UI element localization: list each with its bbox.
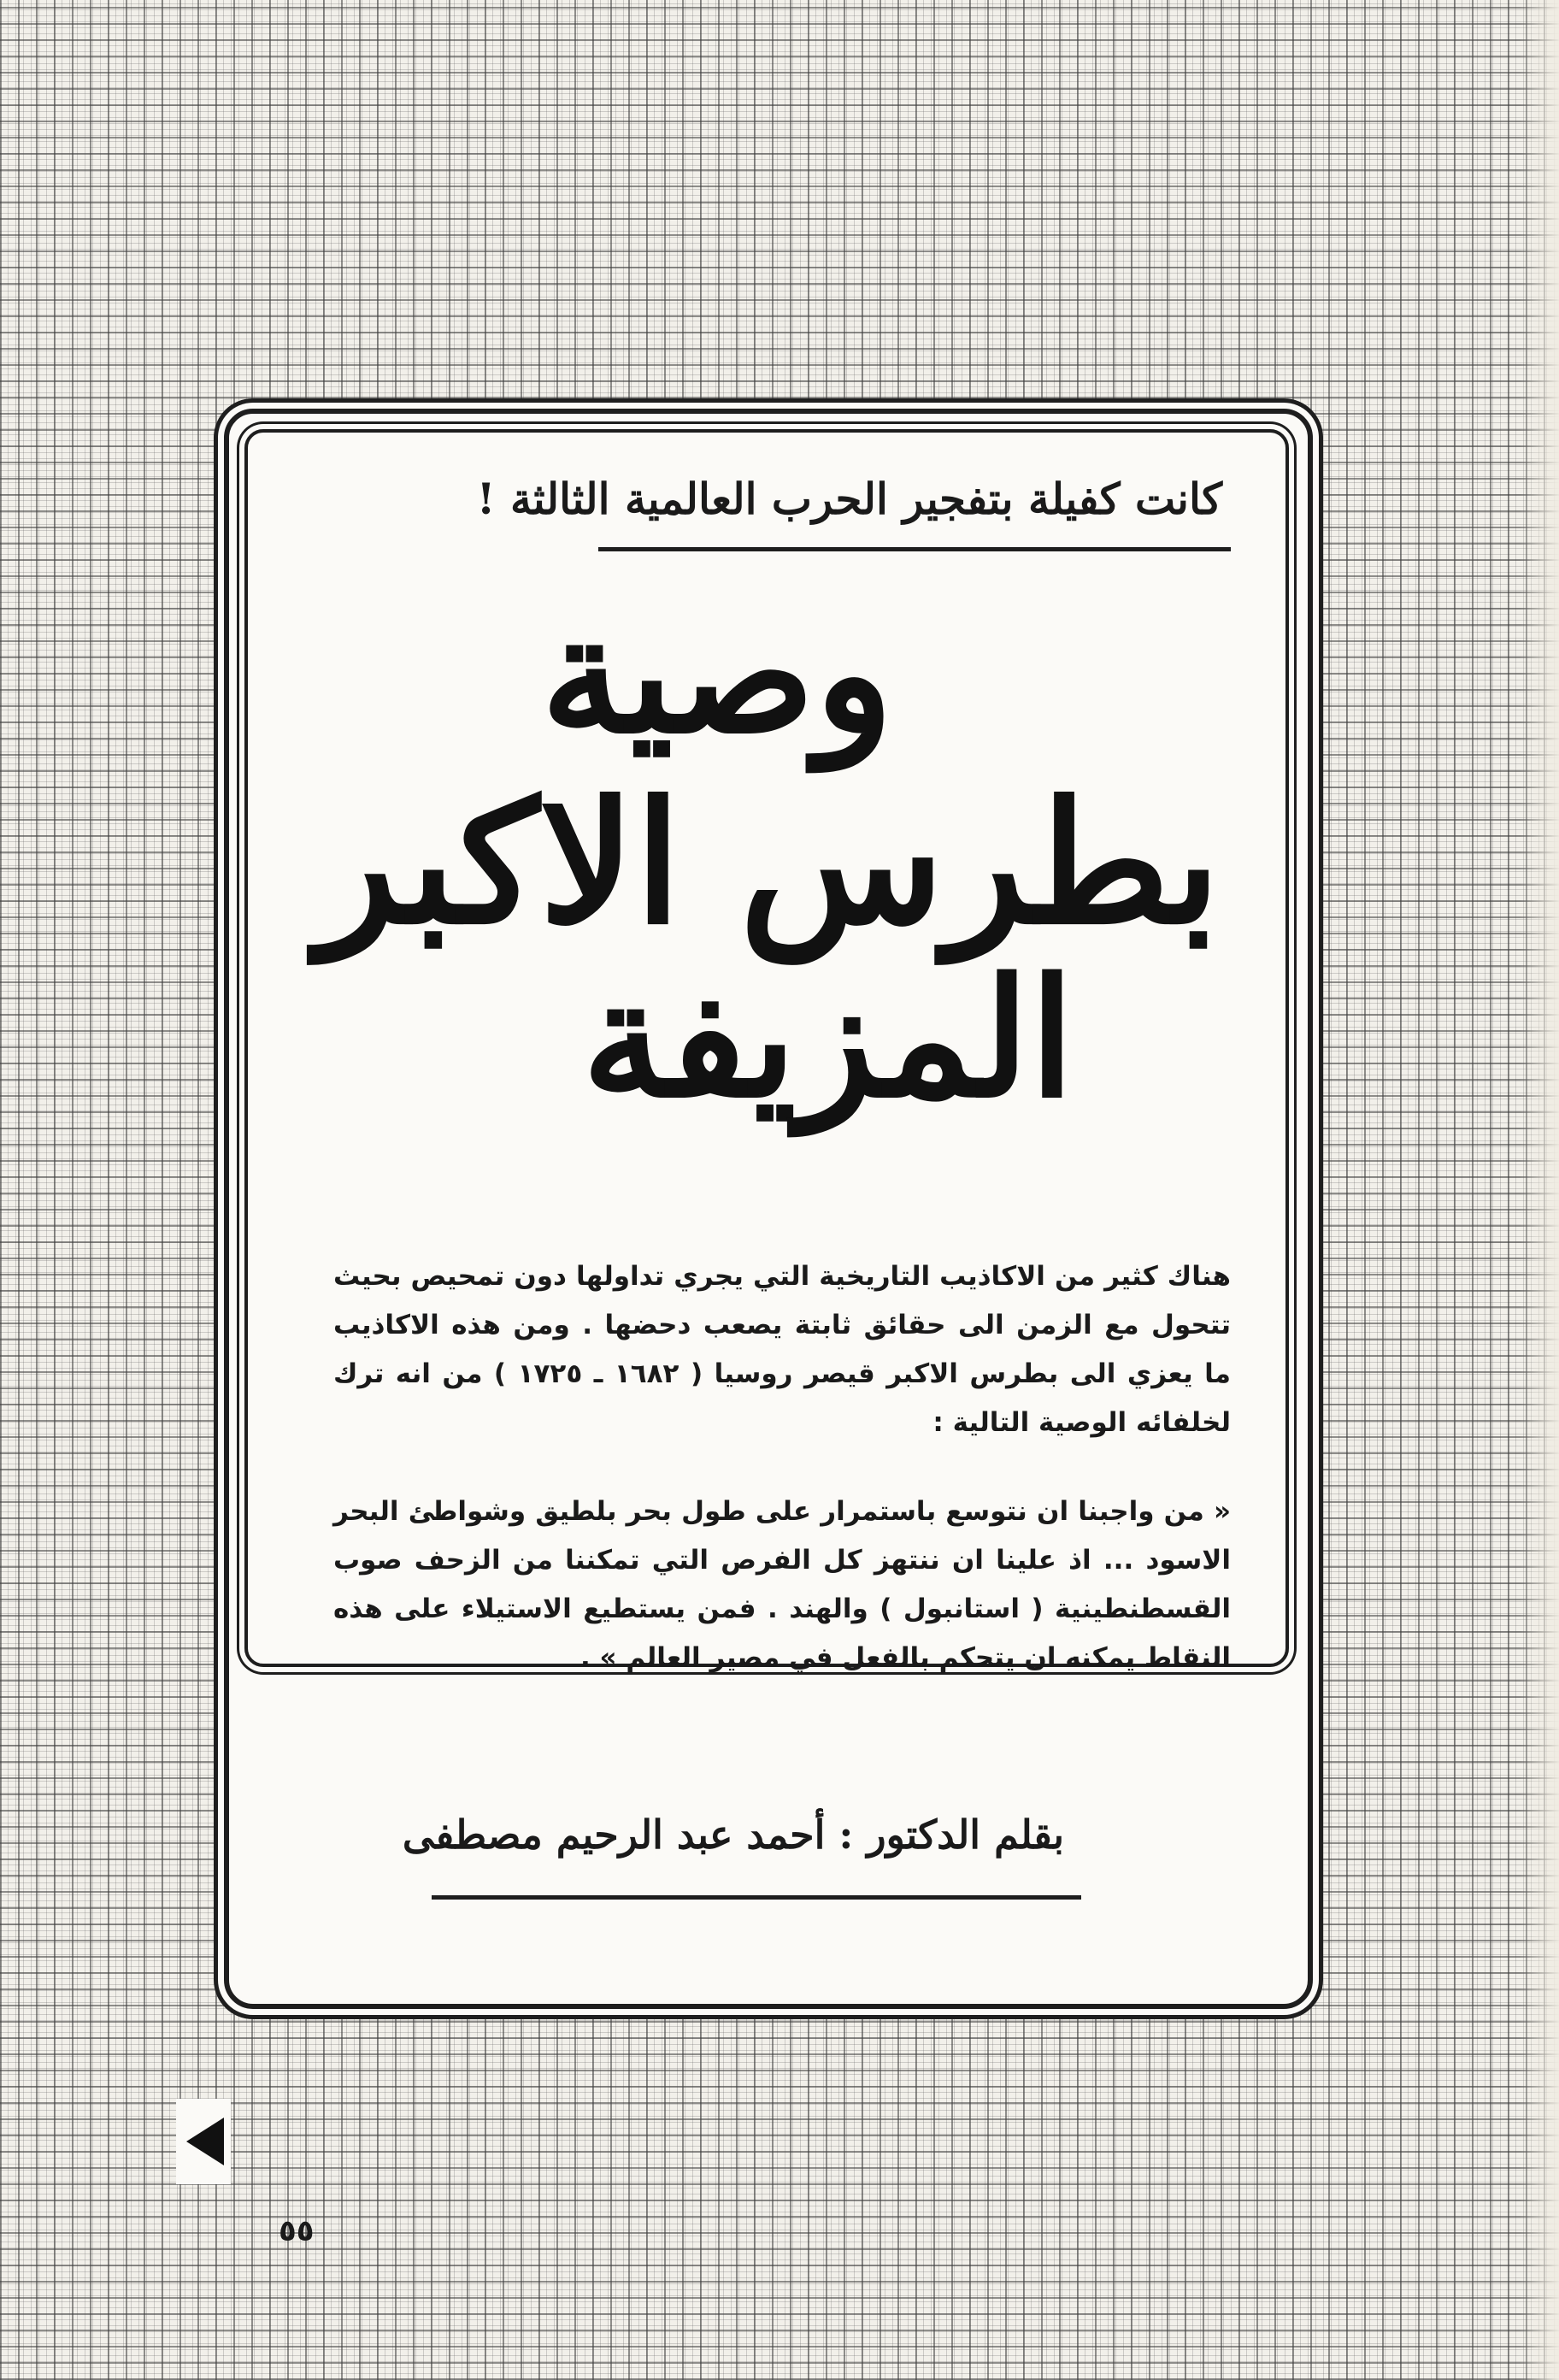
title-line-1: وصية [540,579,894,769]
page-number: ٥٥ [279,2214,315,2248]
article-byline: بقلم الدكتور : أحمد عبد الرحيم مصطفى [402,1812,1064,1858]
title-line-2: بطرس الاكبر [316,765,1221,962]
article-intro: هناك كثير من الاكاذيب التاريخية التي يجري تداولها دون تمحيص بحيث تتحول مع الزمن الى حقائق ثابتة يصعب دحضها . ومن هذه الاكاذيب ما يعزي الى بطرس الاكبر قيصر روسيا ( ١٦٨٢ ـ ١٧٢٥ ) من انه ترك لخلفائه الوصية التالية : [333,1261,1231,1438]
kicker-divider [598,547,1231,551]
page-edge [1520,0,1559,2380]
title-line-3: المزيفة [581,943,1075,1134]
article-frame [224,409,1313,2009]
next-page-tab[interactable] [176,2099,231,2184]
byline-divider [432,1895,1081,1900]
article-title [229,568,1308,1134]
article-quote: « من واجبنا ان نتوسع باستمرار على طول بحر بلطيق وشواطئ البحر الاسود ... اذ علينا ان ننتهز كل الفرص التي تمكننا من الزحف صوب القسطنطينية ( استانبول ) والهند . فمن يستطيع الاستيلاء على هذه النقاط يمكنه ان يتحكم بالفعل في مصير العالم » . [333,1496,1231,1673]
article-kicker: كانت كفيلة بتفجير الحرب العالمية الثالثة ! [476,474,1222,524]
triangle-left-icon [186,2118,224,2165]
